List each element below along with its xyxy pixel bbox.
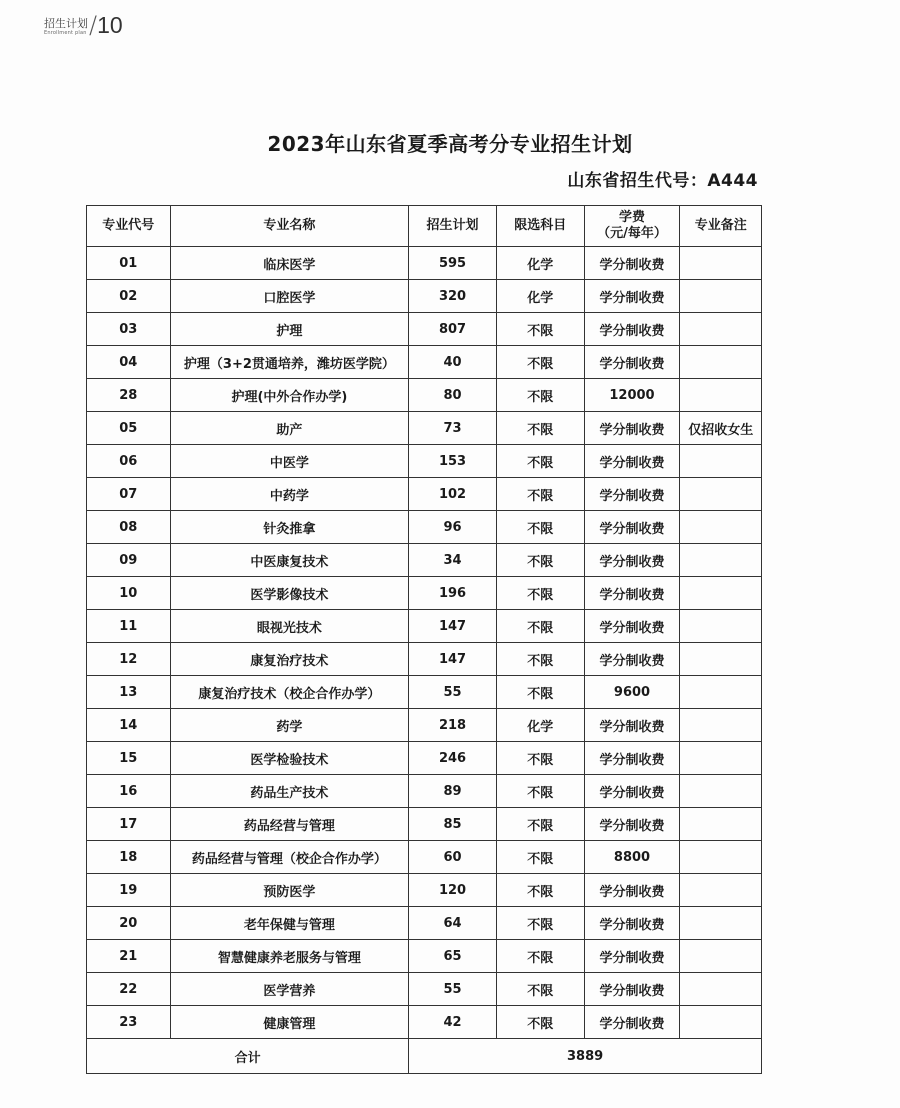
page-header xyxy=(44,11,123,39)
cell-fee: 学分制收费 xyxy=(584,280,680,313)
cell-note xyxy=(680,544,762,577)
cell-name: 中药学 xyxy=(170,478,409,511)
cell-plan: 65 xyxy=(409,940,497,973)
cell-plan: 102 xyxy=(409,478,497,511)
admission-code: 山东省招生代号：A444 xyxy=(567,171,758,191)
cell-name: 药品经营与管理 xyxy=(170,808,409,841)
cell-note xyxy=(680,874,762,907)
cell-subject: 不限 xyxy=(496,841,584,874)
cell-note: 仅招收女生 xyxy=(680,412,762,445)
table-row xyxy=(87,907,762,940)
cell-note xyxy=(680,445,762,478)
table-row xyxy=(87,643,762,676)
cell-plan: 120 xyxy=(409,874,497,907)
table-row xyxy=(87,313,762,346)
cell-plan: 55 xyxy=(409,973,497,1006)
cell-code: 11 xyxy=(87,610,171,643)
cell-name: 药学 xyxy=(170,709,409,742)
cell-subject: 不限 xyxy=(496,478,584,511)
total-value: 3889 xyxy=(409,1039,762,1074)
cell-code: 17 xyxy=(87,808,171,841)
cell-plan: 196 xyxy=(409,577,497,610)
cell-name: 医学检验技术 xyxy=(170,742,409,775)
cell-name: 护理 xyxy=(170,313,409,346)
cell-name: 药品经营与管理（校企合作办学） xyxy=(170,841,409,874)
cell-subject: 不限 xyxy=(496,511,584,544)
cell-note xyxy=(680,478,762,511)
cell-fee: 学分制收费 xyxy=(584,742,680,775)
cell-note xyxy=(680,1006,762,1039)
cell-note xyxy=(680,940,762,973)
page-number: 10 xyxy=(97,12,123,38)
cell-note xyxy=(680,379,762,412)
header-plan: 招生计划 xyxy=(409,206,497,247)
cell-note xyxy=(680,775,762,808)
cell-code: 06 xyxy=(87,445,171,478)
header-subject: 限选科目 xyxy=(496,206,584,247)
cell-code: 01 xyxy=(87,247,171,280)
cell-code: 03 xyxy=(87,313,171,346)
cell-name: 康复治疗技术（校企合作办学） xyxy=(170,676,409,709)
cell-name: 药品生产技术 xyxy=(170,775,409,808)
header-name: 专业名称 xyxy=(170,206,409,247)
section-label-cn: 招生计划 xyxy=(44,17,88,30)
cell-fee: 学分制收费 xyxy=(584,643,680,676)
cell-plan: 89 xyxy=(409,775,497,808)
section-label xyxy=(44,18,88,36)
total-label: 合计 xyxy=(87,1039,409,1074)
table-row xyxy=(87,874,762,907)
section-label-en: Enrollment plan xyxy=(44,30,87,36)
table-row xyxy=(87,577,762,610)
cell-subject: 化学 xyxy=(496,280,584,313)
cell-fee: 学分制收费 xyxy=(584,808,680,841)
cell-note xyxy=(680,676,762,709)
cell-note xyxy=(680,709,762,742)
table-row xyxy=(87,280,762,313)
cell-subject: 不限 xyxy=(496,742,584,775)
table-row xyxy=(87,940,762,973)
table-row xyxy=(87,346,762,379)
cell-plan: 73 xyxy=(409,412,497,445)
cell-note xyxy=(680,907,762,940)
cell-subject: 不限 xyxy=(496,1006,584,1039)
cell-plan: 807 xyxy=(409,313,497,346)
cell-subject: 不限 xyxy=(496,676,584,709)
cell-code: 02 xyxy=(87,280,171,313)
cell-name: 临床医学 xyxy=(170,247,409,280)
cell-fee: 学分制收费 xyxy=(584,445,680,478)
table-row xyxy=(87,445,762,478)
table-row xyxy=(87,775,762,808)
cell-subject: 不限 xyxy=(496,973,584,1006)
table-row xyxy=(87,247,762,280)
cell-code: 15 xyxy=(87,742,171,775)
cell-note xyxy=(680,511,762,544)
table-row xyxy=(87,709,762,742)
cell-name: 老年保健与管理 xyxy=(170,907,409,940)
table-header-row xyxy=(87,206,762,247)
cell-fee: 学分制收费 xyxy=(584,478,680,511)
cell-fee: 学分制收费 xyxy=(584,544,680,577)
cell-code: 10 xyxy=(87,577,171,610)
cell-name: 护理（3+2贯通培养，潍坊医学院） xyxy=(170,346,409,379)
cell-note xyxy=(680,643,762,676)
cell-fee: 学分制收费 xyxy=(584,874,680,907)
header-fee-line1: 学费 xyxy=(618,210,645,225)
cell-code: 12 xyxy=(87,643,171,676)
cell-code: 21 xyxy=(87,940,171,973)
cell-note xyxy=(680,577,762,610)
header-note: 专业备注 xyxy=(680,206,762,247)
cell-fee: 学分制收费 xyxy=(584,412,680,445)
cell-plan: 147 xyxy=(409,643,497,676)
cell-code: 09 xyxy=(87,544,171,577)
cell-fee: 12000 xyxy=(584,379,680,412)
cell-name: 健康管理 xyxy=(170,1006,409,1039)
cell-subject: 不限 xyxy=(496,808,584,841)
cell-plan: 246 xyxy=(409,742,497,775)
table-row xyxy=(87,808,762,841)
cell-code: 14 xyxy=(87,709,171,742)
cell-name: 医学影像技术 xyxy=(170,577,409,610)
table-row xyxy=(87,973,762,1006)
cell-plan: 85 xyxy=(409,808,497,841)
enrollment-plan-table xyxy=(86,205,762,1074)
cell-fee: 学分制收费 xyxy=(584,709,680,742)
cell-plan: 595 xyxy=(409,247,497,280)
cell-plan: 218 xyxy=(409,709,497,742)
cell-name: 医学营养 xyxy=(170,973,409,1006)
cell-plan: 34 xyxy=(409,544,497,577)
cell-code: 20 xyxy=(87,907,171,940)
table-row xyxy=(87,379,762,412)
cell-name: 助产 xyxy=(170,412,409,445)
table-body xyxy=(87,247,762,1039)
cell-fee: 学分制收费 xyxy=(584,907,680,940)
header-code: 专业代号 xyxy=(87,206,171,247)
cell-fee: 学分制收费 xyxy=(584,775,680,808)
cell-code: 19 xyxy=(87,874,171,907)
table-row xyxy=(87,511,762,544)
cell-fee: 学分制收费 xyxy=(584,610,680,643)
cell-note xyxy=(680,280,762,313)
table-row xyxy=(87,412,762,445)
cell-code: 23 xyxy=(87,1006,171,1039)
cell-code: 04 xyxy=(87,346,171,379)
cell-subject: 不限 xyxy=(496,445,584,478)
cell-name: 康复治疗技术 xyxy=(170,643,409,676)
cell-code: 13 xyxy=(87,676,171,709)
cell-fee: 学分制收费 xyxy=(584,346,680,379)
header-fee-line2: （元/每年） xyxy=(597,226,667,241)
document-title: 2023年山东省夏季高考分专业招生计划 xyxy=(267,132,633,156)
table-row xyxy=(87,742,762,775)
cell-note xyxy=(680,346,762,379)
cell-plan: 60 xyxy=(409,841,497,874)
cell-plan: 42 xyxy=(409,1006,497,1039)
cell-subject: 不限 xyxy=(496,643,584,676)
cell-subject: 化学 xyxy=(496,709,584,742)
cell-plan: 96 xyxy=(409,511,497,544)
cell-name: 预防医学 xyxy=(170,874,409,907)
cell-name: 口腔医学 xyxy=(170,280,409,313)
cell-fee: 学分制收费 xyxy=(584,511,680,544)
cell-code: 08 xyxy=(87,511,171,544)
table-row xyxy=(87,610,762,643)
header-divider: / xyxy=(89,11,98,39)
cell-note xyxy=(680,247,762,280)
cell-plan: 40 xyxy=(409,346,497,379)
cell-code: 22 xyxy=(87,973,171,1006)
cell-subject: 不限 xyxy=(496,775,584,808)
cell-note xyxy=(680,610,762,643)
table-row xyxy=(87,676,762,709)
cell-subject: 不限 xyxy=(496,313,584,346)
cell-name: 针灸推拿 xyxy=(170,511,409,544)
cell-name: 护理(中外合作办学) xyxy=(170,379,409,412)
cell-subject: 不限 xyxy=(496,379,584,412)
table-row xyxy=(87,544,762,577)
table-row xyxy=(87,1006,762,1039)
cell-name: 中医康复技术 xyxy=(170,544,409,577)
cell-fee: 学分制收费 xyxy=(584,973,680,1006)
cell-subject: 不限 xyxy=(496,346,584,379)
cell-subject: 不限 xyxy=(496,610,584,643)
cell-note xyxy=(680,313,762,346)
cell-code: 28 xyxy=(87,379,171,412)
cell-subject: 化学 xyxy=(496,247,584,280)
cell-plan: 55 xyxy=(409,676,497,709)
cell-note xyxy=(680,841,762,874)
header-fee xyxy=(584,206,680,247)
cell-name: 智慧健康养老服务与管理 xyxy=(170,940,409,973)
cell-note xyxy=(680,808,762,841)
table-row xyxy=(87,478,762,511)
cell-plan: 153 xyxy=(409,445,497,478)
cell-subject: 不限 xyxy=(496,874,584,907)
cell-name: 中医学 xyxy=(170,445,409,478)
cell-subject: 不限 xyxy=(496,412,584,445)
table-row xyxy=(87,841,762,874)
cell-name: 眼视光技术 xyxy=(170,610,409,643)
cell-subject: 不限 xyxy=(496,577,584,610)
cell-subject: 不限 xyxy=(496,544,584,577)
cell-plan: 147 xyxy=(409,610,497,643)
cell-fee: 学分制收费 xyxy=(584,313,680,346)
cell-fee: 9600 xyxy=(584,676,680,709)
cell-plan: 80 xyxy=(409,379,497,412)
cell-code: 18 xyxy=(87,841,171,874)
cell-code: 07 xyxy=(87,478,171,511)
cell-note xyxy=(680,973,762,1006)
cell-code: 16 xyxy=(87,775,171,808)
cell-note xyxy=(680,742,762,775)
cell-code: 05 xyxy=(87,412,171,445)
cell-plan: 64 xyxy=(409,907,497,940)
cell-subject: 不限 xyxy=(496,907,584,940)
cell-plan: 320 xyxy=(409,280,497,313)
total-row xyxy=(87,1039,762,1074)
cell-fee: 8800 xyxy=(584,841,680,874)
cell-subject: 不限 xyxy=(496,940,584,973)
cell-fee: 学分制收费 xyxy=(584,1006,680,1039)
cell-fee: 学分制收费 xyxy=(584,577,680,610)
cell-fee: 学分制收费 xyxy=(584,940,680,973)
cell-fee: 学分制收费 xyxy=(584,247,680,280)
